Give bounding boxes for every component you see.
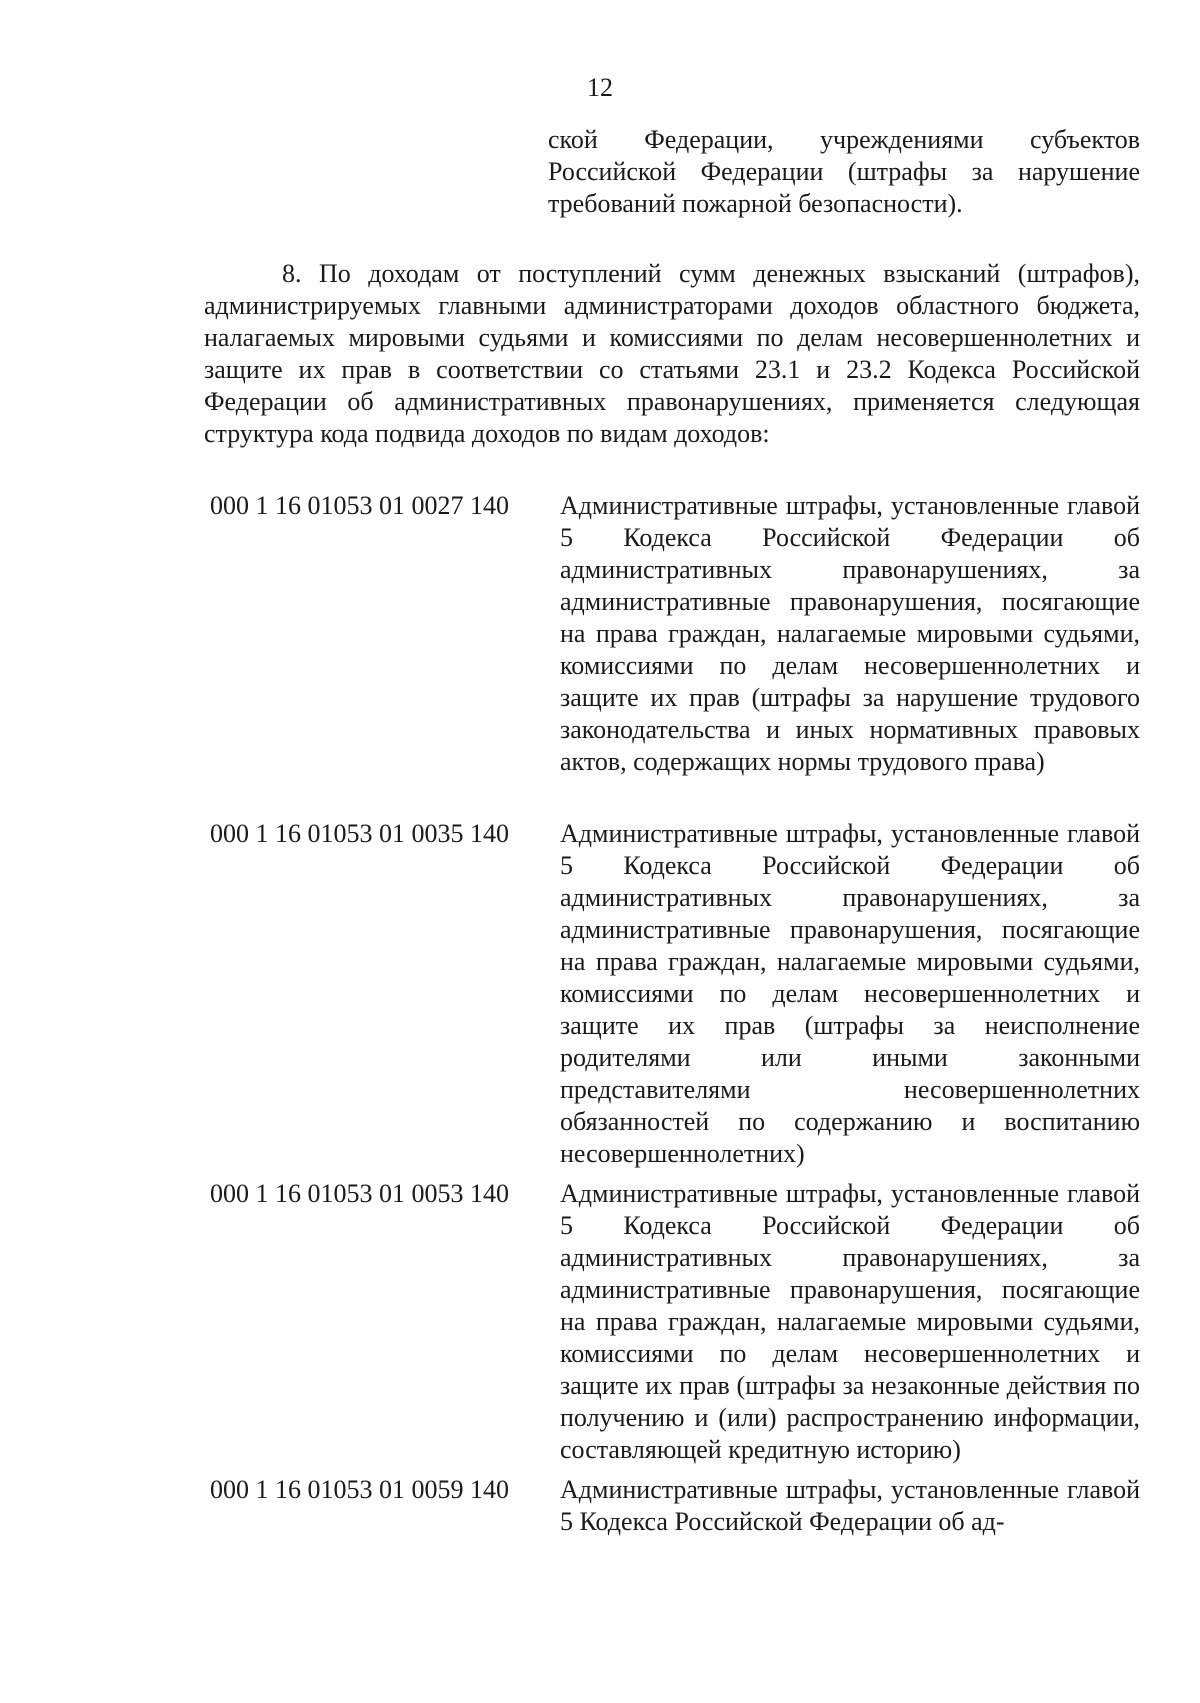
income-code: 000 1 16 01053 01 0053 140 [210, 1179, 509, 1208]
income-description: Административные штрафы, установленные главой 5 Кодекса Российской Федерации об ад- [560, 1475, 1140, 1536]
table-row [204, 1178, 1140, 1470]
income-description: Административные штрафы, установленные главой 5 Кодекса Российской Федерации об административных правонарушениях, за административные правонарушения, посягающие на права граждан, налагаемые мировыми судьями, комиссиями по делам несовершеннолетних и защите их прав (штрафы за неисполнение родителями или иными законными представителями несовершеннолетних обязанностей по содержанию и воспитанию несовершеннолетних) [560, 819, 1140, 1168]
continued-text: ской Федерации, учреждениями субъектов Российской Федерации (штрафы за нарушение требований пожарной безопасности). [548, 125, 1140, 218]
income-description: Административные штрафы, установленные главой 5 Кодекса Российской Федерации об административных правонарушениях, за административные правонарушения, посягающие на права граждан, налагаемые мировыми судьями, комиссиями по делам несовершеннолетних и защите их прав (штрафы за незаконные действия по получению и (или) распространению информации, составляющей кредитную историю) [560, 1179, 1140, 1464]
income-code: 000 1 16 01053 01 0059 140 [210, 1475, 509, 1504]
income-code: 000 1 16 01053 01 0035 140 [210, 819, 509, 848]
table-row [204, 490, 1140, 814]
table-row [204, 818, 1140, 1174]
income-description: Административные штрафы, установленные главой 5 Кодекса Российской Федерации об административных правонарушениях, за административные правонарушения, посягающие на права граждан, налагаемые мировыми судьями, комиссиями по делам несовершеннолетних и защите их прав (штрафы за нарушение трудового законодательства и иных нормативных правовых актов, содержащих нормы трудового права) [560, 491, 1140, 776]
income-code: 000 1 16 01053 01 0027 140 [210, 491, 509, 520]
income-code-table [204, 490, 1140, 1542]
table-row [204, 1474, 1140, 1538]
page-number: 12 [587, 73, 613, 102]
intro-paragraph: 8. По доходам от поступлений сумм денежных взысканий (штрафов), администрируемых главными администраторами доходов областного бюджета, налагаемых мировыми судьями и комиссиями по делам несовершеннолетних и защите их прав в соответствии со статьями 23.1 и 23.2 Кодекса Российской Федерации об административных правонарушениях, применяется следующая структура кода подвида доходов по видам доходов: [204, 259, 1140, 448]
